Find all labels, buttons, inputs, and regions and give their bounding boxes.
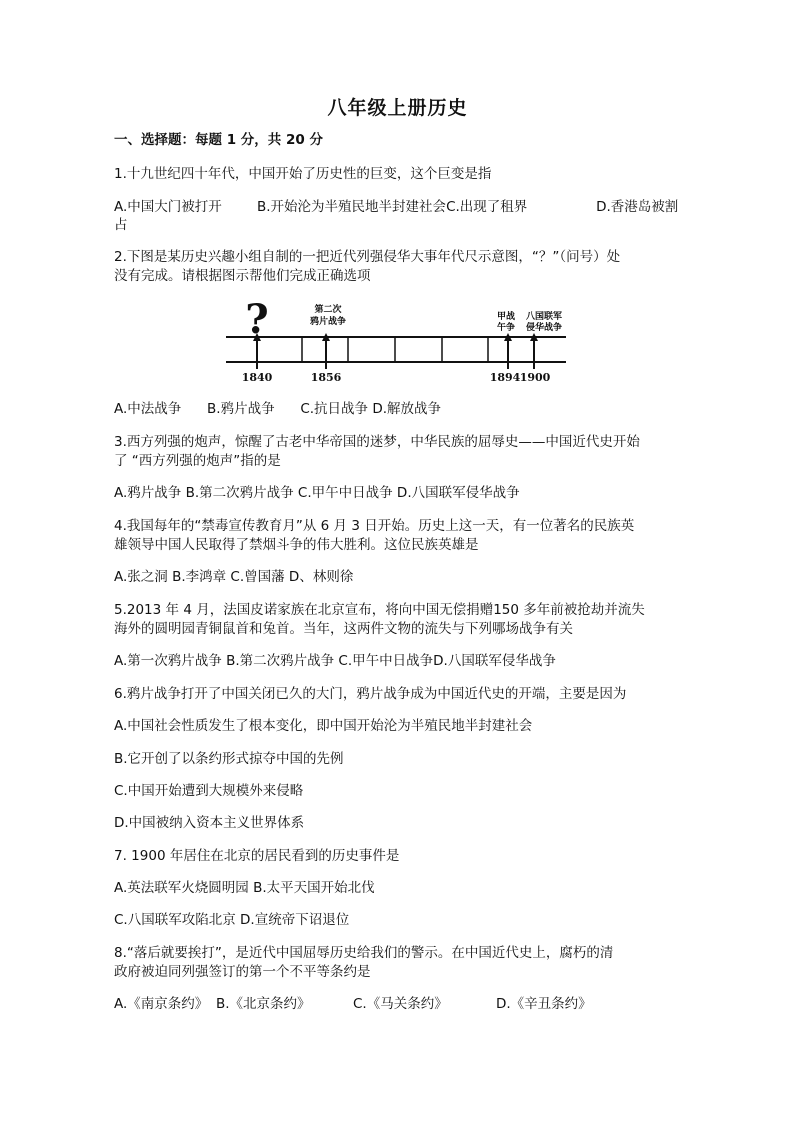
question-1-option-c: C.出现了租界 xyxy=(446,199,528,215)
question-1-stem: 1.十九世纪四十年代，中国开始了历史性的巨变，这个巨变是指 xyxy=(114,166,492,182)
question-4-stem-line2: 雄领导中国人民取得了禁烟斗争的伟大胜利。这位民族英雄是 xyxy=(114,537,479,553)
arrow-1900 xyxy=(530,333,538,369)
question-6-option-b: B.它开创了以条约形式掠夺中国的先例 xyxy=(114,751,344,767)
question-4-stem-line1: 4.我国每年的“禁毒宣传教育月”从 6 月 3 日开始。历史上这一天，有一位著名的民族英 xyxy=(114,518,635,534)
question-8-stem-line1: 8.“落后就要挨打”，是近代中国屈辱历史给我们的警示。在中国近代史上，腐朽的清 xyxy=(114,945,614,961)
year-label: 1856 xyxy=(310,371,342,384)
question-2-stem-line1: 2.下图是某历史兴趣小组自制的一把近代列强侵华大事年代尺示意图，“？”（问号）处 xyxy=(114,249,621,265)
question-5-stem-line2: 海外的圆明园青铜鼠首和兔首。当年，这两件文物的流失与下列哪场战争有关 xyxy=(114,621,573,637)
question-8-option-c: C.《马关条约》 xyxy=(353,996,448,1012)
question-1-option-b: B.开始沦为半殖民地半封建社会 xyxy=(257,199,447,215)
label-eight-nation-line1: 八国联军 xyxy=(525,312,563,322)
question-5-options: A.第一次鸦片战争 B.第二次鸦片战争 C.甲午中日战争D.八国联军侵华战争 xyxy=(114,653,556,669)
question-8-stem-line2: 政府被迫同列强签订的第一个不平等条约是 xyxy=(114,964,371,980)
question-1-options xyxy=(114,198,694,216)
question-1-option-d: D.香港岛被割 xyxy=(596,199,679,215)
timeline-question-mark: ? xyxy=(245,297,269,343)
arrow-1894 xyxy=(504,333,512,369)
timeline-svg xyxy=(222,297,572,387)
question-3-stem-line2: 了 “西方列强的炮声”指的是 xyxy=(114,453,281,469)
timeline-figure xyxy=(222,297,572,387)
section-heading: 一、选择题：每题 1 分，共 20 分 xyxy=(114,132,323,148)
year-label: 1894 xyxy=(489,371,521,384)
year-label: 1900 xyxy=(519,371,551,384)
question-5-stem-line1: 5.2013 年 4 月，法国皮诺家族在北京宣布，将向中国无偿捐赠150 多年前被抢劫并流失 xyxy=(114,602,645,618)
question-3-stem-line1: 3.西方列强的炮声，惊醒了古老中华帝国的迷梦，中华民族的屈辱史——中国近代史开始 xyxy=(114,434,640,450)
question-8-option-a: A.《南京条约》 xyxy=(114,996,209,1012)
label-second-opium-war-line1: 第二次 xyxy=(314,305,342,315)
question-6-option-d: D.中国被纳入资本主义世界体系 xyxy=(114,815,305,831)
question-4-options: A.张之洞 B.李鸿章 C.曾国藩 D、林则徐 xyxy=(114,569,354,585)
question-1-option-d-continued: 占 xyxy=(114,217,128,233)
question-7-stem: 7. 1900 年居住在北京的居民看到的历史事件是 xyxy=(114,848,400,864)
question-2-stem-line2: 没有完成。请根据图示帮他们完成正确选项 xyxy=(114,268,371,284)
question-8-option-b: B.《北京条约》 xyxy=(216,996,311,1012)
question-8-options xyxy=(114,995,694,1013)
page-title: 八年级上册历史 xyxy=(327,97,468,119)
question-7-options-cd: C.八国联军攻陷北京 D.宣统帝下诏退位 xyxy=(114,912,350,928)
question-3-options: A.鸦片战争 B.第二次鸦片战争 C.甲午中日战争 D.八国联军侵华战争 xyxy=(114,485,520,501)
question-6-option-a: A.中国社会性质发生了根本变化，即中国开始沦为半殖民地半封建社会 xyxy=(114,718,533,734)
label-jiawu-war-line1: 甲战 xyxy=(496,312,516,322)
label-jiawu-war-line2: 午争 xyxy=(496,323,516,333)
label-second-opium-war-line2: 鸦片战争 xyxy=(309,317,347,327)
question-8-option-d: D.《辛丑条约》 xyxy=(496,996,592,1012)
question-6-option-c: C.中国开始遭到大规模外来侵略 xyxy=(114,783,304,799)
question-6-stem: 6.鸦片战争打开了中国关闭已久的大门，鸦片战争成为中国近代史的开端，主要是因为 xyxy=(114,686,627,702)
question-2-options: A.中法战争 B.鸦片战争 C.抗日战争 D.解放战争 xyxy=(114,401,442,417)
arrow-1856 xyxy=(322,333,330,369)
year-label: 1840 xyxy=(241,371,273,384)
question-1-option-a: A.中国大门被打开 xyxy=(114,199,222,215)
label-eight-nation-line2: 侵华战争 xyxy=(525,323,563,333)
question-7-options-ab: A.英法联军火烧圆明园 B.太平天国开始北伐 xyxy=(114,880,375,896)
